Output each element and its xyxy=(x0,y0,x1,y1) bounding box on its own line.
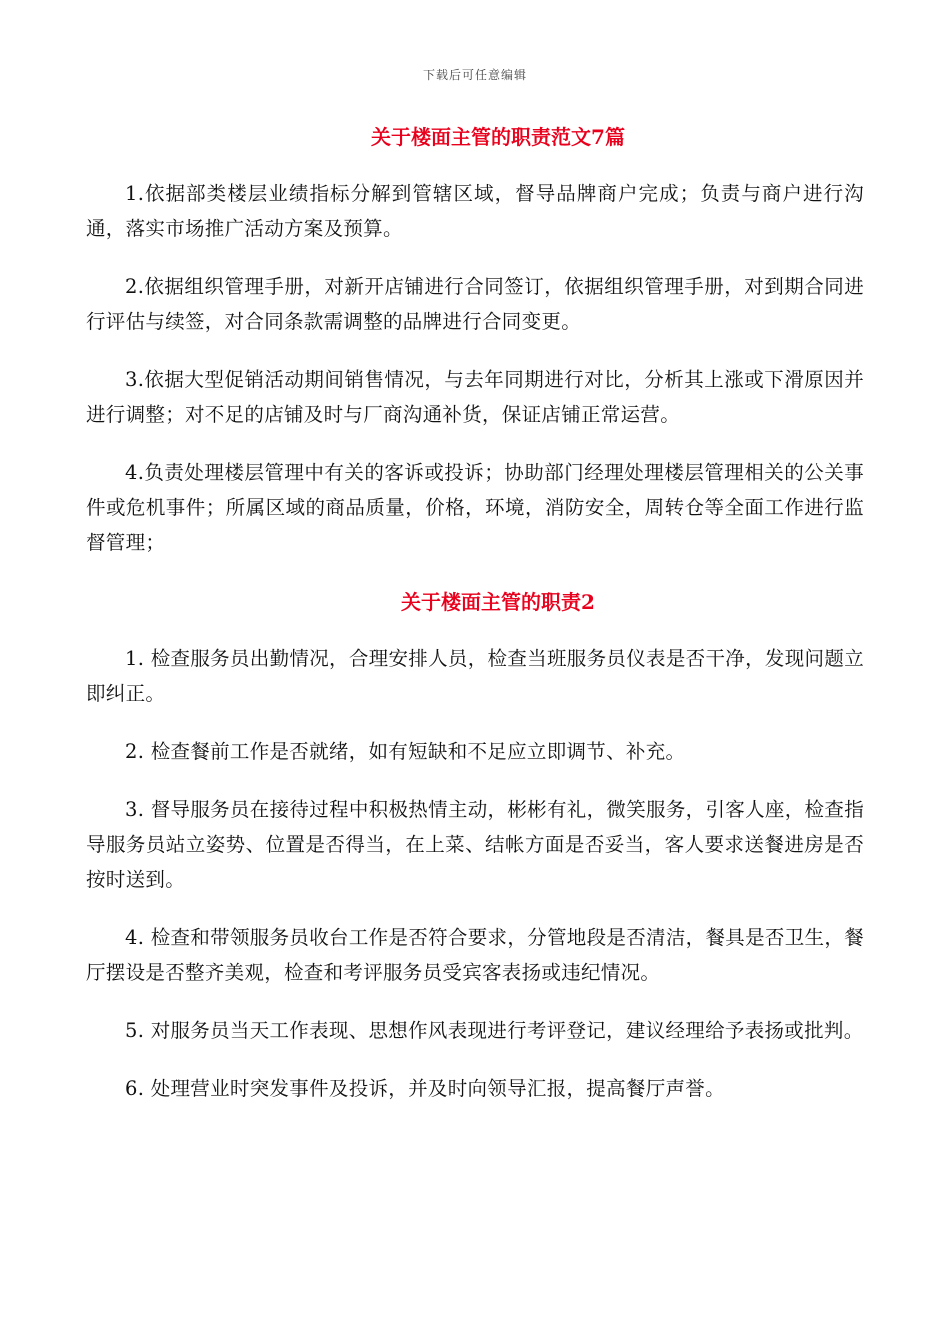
section-title-1: 关于楼面主管的职责范文7篇 xyxy=(371,125,625,149)
paragraph: 5. 对服务员当天工作表现、思想作风表现进行考评登记，建议经理给予表扬或批判。 xyxy=(125,1019,864,1042)
paragraph: 3. 督导服务员在接待过程中积极热情主动，彬彬有礼，微笑服务，引客人座，检查指导服务员站立姿势、位置是否得当，在上菜、结帐方面是否妥当，客人要求送餐进房是否按时送到。 xyxy=(86,798,864,891)
document-body xyxy=(86,118,864,1129)
section-2-paragraphs xyxy=(86,641,864,1106)
paragraph: 4.负责处理楼层管理中有关的客诉或投诉；协助部门经理处理楼层管理相关的公关事件或危机事件；所属区域的商品质量，价格，环境，消防安全，周转仓等全面工作进行监督管理； xyxy=(86,461,864,554)
paragraph: 6. 处理营业时突发事件及投诉，并及时向领导汇报，提高餐厅声誉。 xyxy=(125,1077,725,1100)
paragraph: 2.依据组织管理手册，对新开店铺进行合同签订，依据组织管理手册，对到期合同进行评估与续签，对合同条款需调整的品牌进行合同变更。 xyxy=(86,275,864,333)
paragraph: 2. 检查餐前工作是否就绪，如有短缺和不足应立即调节、补充。 xyxy=(125,740,686,763)
paragraph: 3.依据大型促销活动期间销售情况，与去年同期进行对比，分析其上涨或下滑原因并进行调整；对不足的店铺及时与厂商沟通补货，保证店铺正常运营。 xyxy=(86,368,864,426)
paragraph: 1. 检查服务员出勤情况，合理安排人员，检查当班服务员仪表是否干净，发现问题立即纠正。 xyxy=(86,647,864,705)
header-note: 下载后可任意编辑 xyxy=(422,68,527,82)
paragraph: 4. 检查和带领服务员收台工作是否符合要求，分管地段是否清洁，餐具是否卫生，餐厅摆设是否整齐美观，检查和考评服务员受宾客表扬或违纪情况。 xyxy=(86,926,864,984)
paragraph: 1.依据部类楼层业绩指标分解到管辖区域，督导品牌商户完成；负责与商户进行沟通，落实市场推广活动方案及预算。 xyxy=(86,182,864,240)
section-title-2: 关于楼面主管的职责2 xyxy=(401,590,595,614)
section-1-paragraphs xyxy=(86,176,864,560)
